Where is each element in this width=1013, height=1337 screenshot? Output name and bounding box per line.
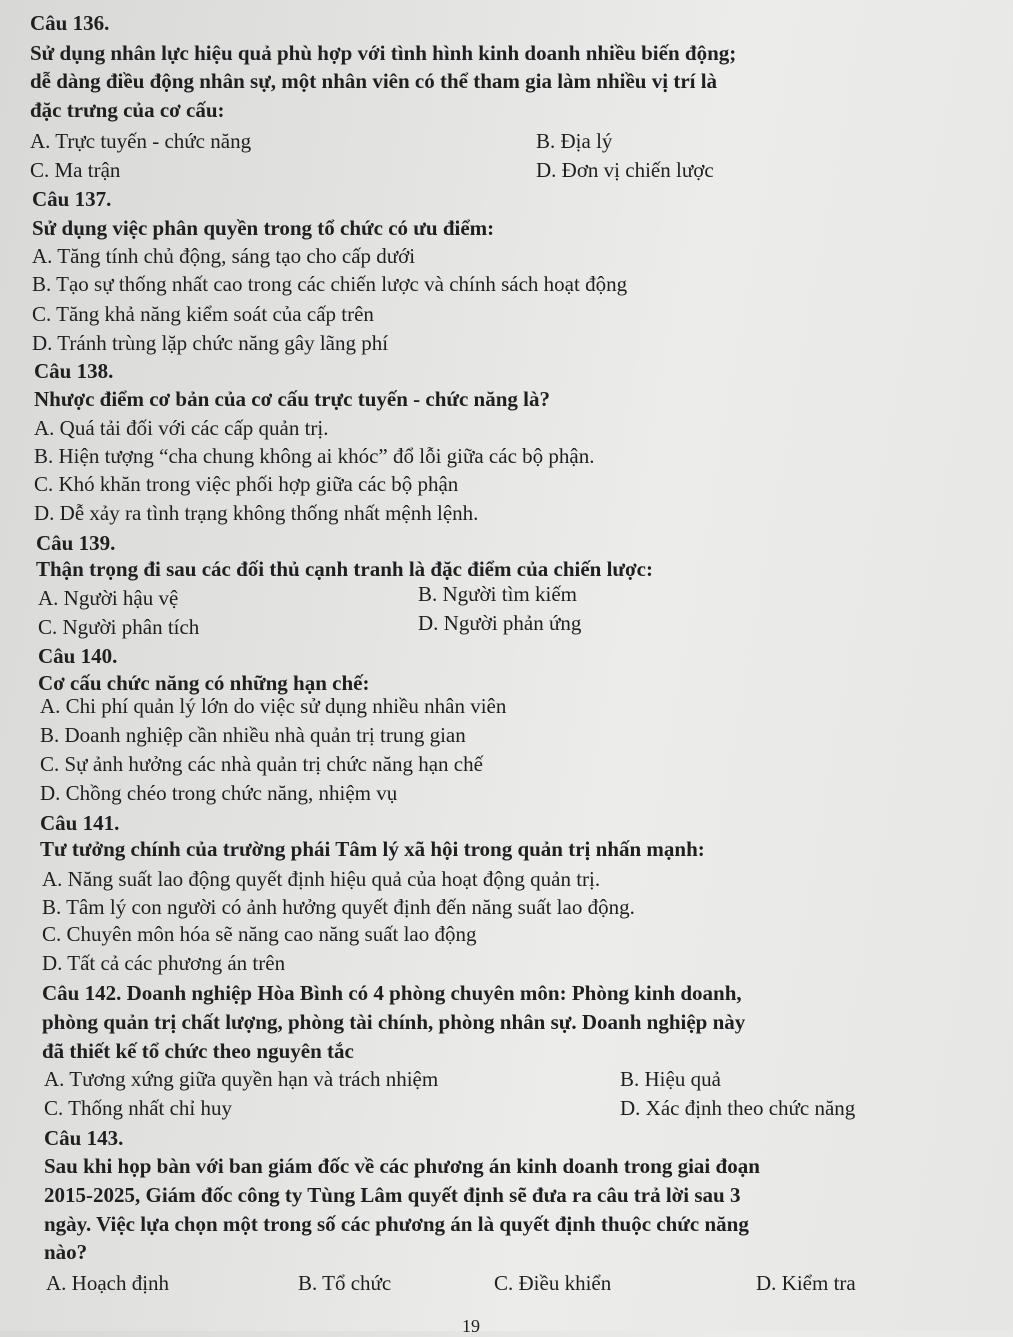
- question-141-option-b: B. Tâm lý con người có ảnh hưởng quyết định đến năng suất lao động.: [42, 895, 635, 919]
- question-142-option-b: B. Hiệu quả: [620, 1067, 721, 1091]
- question-142-number: Câu 142.: [42, 981, 122, 1005]
- question-143-number: Câu 143.: [44, 1126, 124, 1150]
- question-143-option-a: A. Hoạch định: [46, 1271, 170, 1295]
- question-136-stem-line-2: dễ dàng điều động nhân sự, một nhân viên có thể tham gia làm nhiều vị trí là: [30, 69, 718, 93]
- question-138-option-c: C. Khó khăn trong việc phối hợp giữa các bộ phận: [34, 472, 459, 496]
- question-136-option-c: C. Ma trận: [30, 158, 121, 182]
- question-140-number: Câu 140.: [38, 644, 118, 668]
- question-136-stem-line-1: Sử dụng nhân lực hiệu quả phù hợp với tình hình kinh doanh nhiều biến động;: [30, 41, 737, 65]
- question-143-stem-line-3: ngày. Việc lựa chọn một trong số các phương án là quyết định thuộc chức năng: [44, 1212, 749, 1236]
- question-136-option-a: A. Trực tuyến - chức năng: [30, 129, 252, 153]
- question-137-option-c: C. Tăng khả năng kiểm soát của cấp trên: [32, 302, 374, 326]
- question-142-stem-line-2: phòng quản trị chất lượng, phòng tài chính, phòng nhân sự. Doanh nghiệp này: [42, 1010, 746, 1034]
- question-139-option-c: C. Người phân tích: [38, 615, 200, 639]
- question-142-option-a: A. Tương xứng giữa quyền hạn và trách nhiệm: [44, 1067, 439, 1091]
- question-140-option-b: B. Doanh nghiệp cần nhiều nhà quản trị trung gian: [40, 723, 466, 747]
- question-143-stem-line-2: 2015-2025, Giám đốc công ty Tùng Lâm quyết định sẽ đưa ra câu trả lời sau 3: [44, 1183, 741, 1207]
- question-140-option-a: A. Chi phí quản lý lớn do việc sử dụng nhiều nhân viên: [40, 694, 507, 718]
- question-141-option-c: C. Chuyên môn hóa sẽ năng cao năng suất lao động: [42, 922, 477, 946]
- question-141-option-d: D. Tất cả các phương án trên: [42, 951, 286, 975]
- question-141-stem: Tư tưởng chính của trường phái Tâm lý xã hội trong quản trị nhấn mạnh:: [40, 837, 705, 861]
- question-138-option-d: D. Dễ xảy ra tình trạng không thống nhất mệnh lệnh.: [34, 501, 479, 525]
- question-143-option-d: D. Kiểm tra: [756, 1271, 856, 1295]
- question-137-option-d: D. Tránh trùng lặp chức năng gây lãng phí: [32, 331, 389, 355]
- question-142-option-d: D. Xác định theo chức năng: [620, 1096, 856, 1120]
- question-140-option-c: C. Sự ảnh hưởng các nhà quản trị chức năng hạn chế: [40, 752, 483, 776]
- question-140-option-d: D. Chồng chéo trong chức năng, nhiệm vụ: [40, 781, 398, 805]
- question-136-option-b: B. Địa lý: [536, 129, 613, 153]
- question-139-option-d: D. Người phản ứng: [418, 611, 582, 635]
- question-136-option-d: D. Đơn vị chiến lược: [536, 158, 714, 182]
- question-143-stem-line-4: nào?: [44, 1240, 88, 1264]
- question-142-option-c: C. Thống nhất chỉ huy: [44, 1096, 233, 1120]
- question-137-option-a: A. Tăng tính chủ động, sáng tạo cho cấp dưới: [32, 244, 416, 268]
- question-138-stem: Nhược điểm cơ bản của cơ cấu trực tuyến - chức năng là?: [34, 387, 550, 411]
- question-141-option-a: A. Năng suất lao động quyết định hiệu quả của hoạt động quản trị.: [42, 867, 601, 891]
- question-139-stem: Thận trọng đi sau các đối thủ cạnh tranh là đặc điểm của chiến lược:: [36, 557, 653, 581]
- question-137-number: Câu 137.: [32, 187, 112, 211]
- question-141-number: Câu 141.: [40, 811, 120, 835]
- question-139-number: Câu 139.: [36, 531, 116, 555]
- question-143-stem-line-1: Sau khi họp bàn với ban giám đốc về các phương án kinh doanh trong giai đoạn: [44, 1154, 760, 1178]
- question-138-option-a: A. Quá tải đối với các cấp quản trị.: [34, 416, 329, 440]
- question-139-option-a: A. Người hậu vệ: [38, 586, 179, 610]
- question-138-option-b: B. Hiện tượng “cha chung không ai khóc” đổ lỗi giữa các bộ phận.: [34, 444, 595, 468]
- question-137-option-b: B. Tạo sự thống nhất cao trong các chiến lược và chính sách hoạt động: [32, 272, 628, 296]
- question-138-number: Câu 138.: [34, 359, 114, 383]
- question-143-option-c: C. Điều khiển: [494, 1271, 612, 1295]
- question-137-stem: Sử dụng việc phân quyền trong tổ chức có ưu điểm:: [32, 216, 495, 240]
- question-136-number: Câu 136.: [30, 11, 110, 35]
- question-140-stem: Cơ cấu chức năng có những hạn chế:: [38, 671, 370, 695]
- question-139-option-b: B. Người tìm kiếm: [418, 582, 577, 606]
- page-number: 19: [462, 1316, 480, 1336]
- question-136-stem-line-3: đặc trưng của cơ cấu:: [30, 98, 225, 122]
- question-143-option-b: B. Tổ chức: [298, 1271, 392, 1295]
- question-142-stem-line-3: đã thiết kế tổ chức theo nguyên tắc: [42, 1039, 354, 1063]
- question-142-stem-line-1: [42, 980, 742, 1006]
- question-142-stem-line-1-text: Doanh nghiệp Hòa Bình có 4 phòng chuyên môn: Phòng kinh doanh,: [126, 981, 742, 1005]
